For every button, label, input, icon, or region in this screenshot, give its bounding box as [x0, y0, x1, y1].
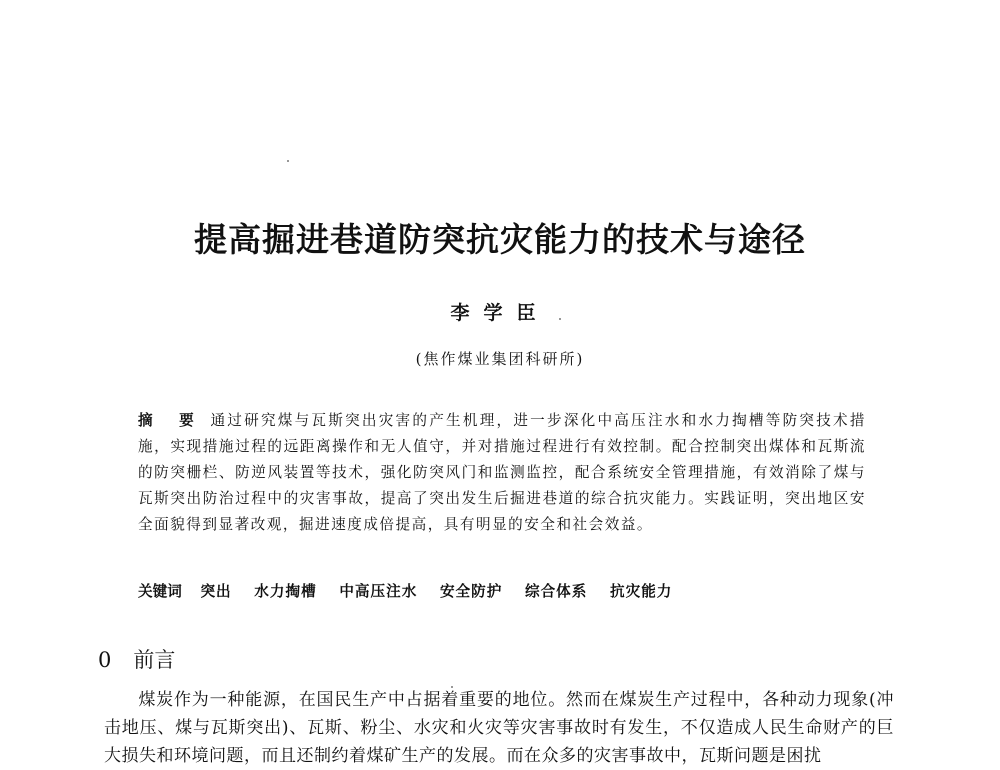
abstract-block — [138, 408, 866, 538]
section-title: 前言 — [133, 648, 176, 672]
keyword: 抗灾能力 — [610, 583, 673, 600]
keyword: 综合体系 — [524, 583, 588, 600]
paper-title: 提高掘进巷道防突抗灾能力的技术与途径 — [194, 220, 806, 259]
scan-speck — [287, 160, 289, 162]
keyword: 水力掏槽 — [254, 583, 317, 600]
section-number: 0 — [98, 648, 112, 672]
keyword: 突出 — [200, 583, 232, 600]
keywords-block — [138, 580, 866, 604]
author-name: 李学臣 — [450, 302, 550, 324]
abstract-label: 摘 要 — [138, 412, 205, 429]
keyword: 安全防护 — [439, 583, 503, 600]
abstract-text: 通过研究煤与瓦斯突出灾害的产生机理，进一步深化中高压注水和水力掏槽等防突技术措施，实现措施过程的远距离操作和无人值守，并对措施过程进行有效控制。配合控制突出煤体和瓦斯流的防突栅栏、防逆风装置等技术，强化防突风门和监测监控，配合系统安全管理措施，有效消除了煤与瓦斯突出防治过程中的灾害事故，提高了突出发生后掘进巷道的综合抗灾能力。实践证明，突出地区安全面貌得到显著改观，掘进速度成倍提高，具有明显的安全和社会效益。 — [138, 412, 866, 533]
affiliation: (焦作煤业集团科研所) — [415, 350, 585, 368]
keywords-label: 关键词 — [138, 583, 182, 600]
body-text: 煤炭作为一种能源，在国民生产中占据着重要的地位。然而在煤炭生产过程中，各种动力现象(冲击地压、煤与瓦斯突出)、瓦斯、粉尘、水灾和火灾等灾害事故时有发生，不仅造成人民生命财产的巨大损失和环境问题，而且还制约着煤矿生产的发展。而在众多的灾害事故中，瓦斯问题是困扰 — [104, 690, 894, 766]
section-heading — [98, 644, 175, 674]
keyword: 中高压注水 — [339, 583, 418, 600]
body-paragraph — [104, 686, 894, 770]
